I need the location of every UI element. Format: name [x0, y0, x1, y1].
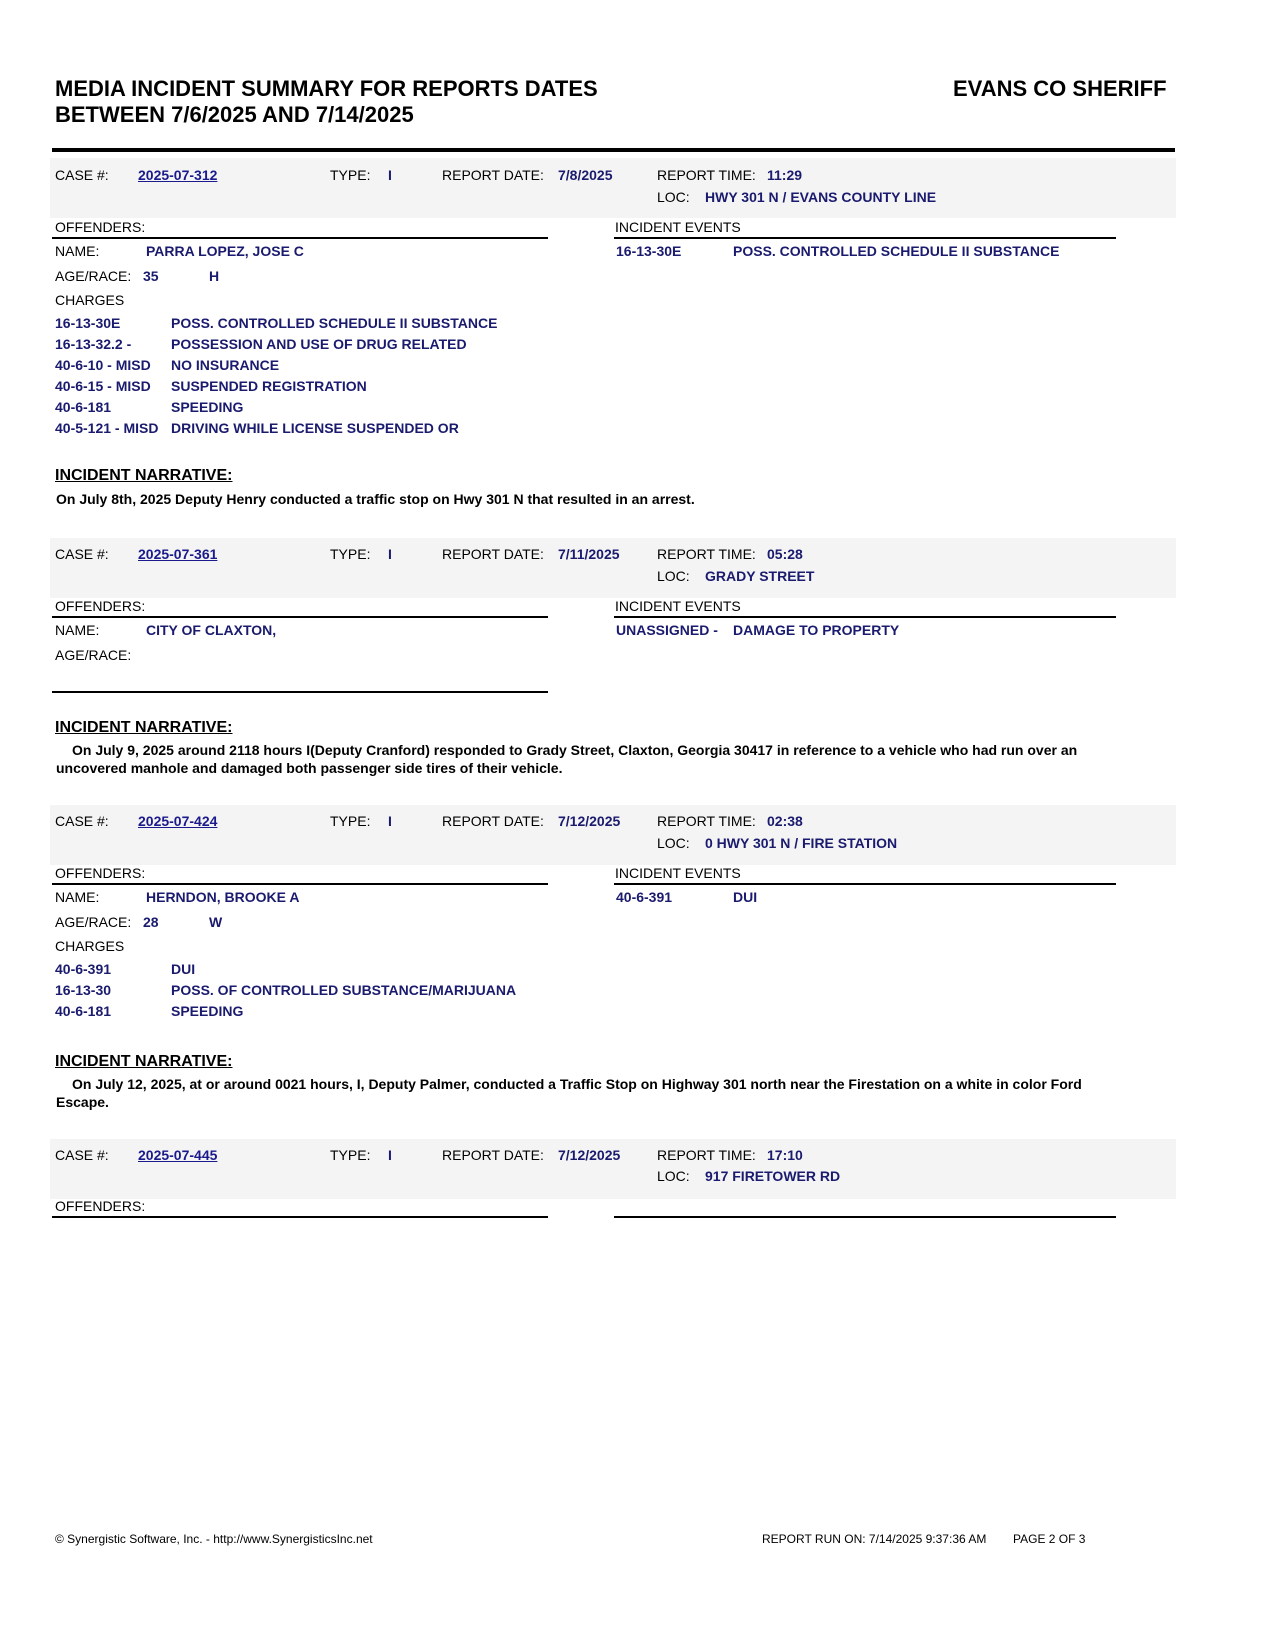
case-header-band: [50, 158, 1176, 218]
report-title-line1: MEDIA INCIDENT SUMMARY FOR REPORTS DATES: [55, 76, 598, 101]
charge-description: POSS. OF CONTROLLED SUBSTANCE/MARIJUANA: [171, 982, 517, 998]
type-label: TYPE:: [330, 167, 371, 183]
loc-label: LOC:: [657, 835, 690, 851]
report-time-label: REPORT TIME:: [657, 1147, 756, 1163]
report-time-value: 17:10: [767, 1147, 803, 1163]
age-race-label: AGE/RACE:: [55, 647, 132, 663]
report-date-label: REPORT DATE:: [442, 813, 544, 829]
charge-description: POSS. CONTROLLED SCHEDULE II SUBSTANCE: [171, 315, 498, 331]
loc-label: LOC:: [657, 1168, 690, 1184]
event-code: UNASSIGNED -: [616, 622, 718, 638]
offenders-rule: [52, 616, 548, 618]
report-time-label: REPORT TIME:: [657, 813, 756, 829]
charge-code: 40-6-181: [55, 399, 112, 415]
name-label: NAME:: [55, 889, 100, 905]
incident-events-label: INCIDENT EVENTS: [615, 598, 741, 614]
offender-end-rule: [52, 691, 548, 693]
incident-events-label: INCIDENT EVENTS: [615, 219, 741, 235]
footer-report-run: REPORT RUN ON: 7/14/2025 9:37:36 AM: [762, 1532, 987, 1546]
case-number-link[interactable]: 2025-07-312: [138, 167, 218, 183]
offender-race: W: [209, 914, 223, 930]
charges-label: CHARGES: [55, 292, 125, 308]
events-rule: [614, 883, 1116, 885]
type-value: I: [388, 813, 392, 829]
report-date-label: REPORT DATE:: [442, 546, 544, 562]
charge-code: 40-6-15 - MISD: [55, 378, 151, 394]
events-rule: [614, 1216, 1116, 1218]
offender-age: 28: [143, 914, 159, 930]
charge-code: 16-13-32.2 -: [55, 336, 132, 352]
case-label: CASE #:: [55, 546, 109, 562]
charges-label: CHARGES: [55, 938, 125, 954]
case-label: CASE #:: [55, 167, 109, 183]
header-divider: [52, 148, 1175, 152]
agency-name: EVANS CO SHERIFF: [953, 76, 1167, 101]
offender-age: 35: [143, 268, 159, 284]
loc-value: 0 HWY 301 N / FIRE STATION: [705, 835, 898, 851]
offenders-label: OFFENDERS:: [55, 219, 146, 235]
charge-description: POSSESSION AND USE OF DRUG RELATED: [171, 336, 467, 352]
name-label: NAME:: [55, 243, 100, 259]
age-race-label: AGE/RACE:: [55, 268, 132, 284]
report-date-label: REPORT DATE:: [442, 1147, 544, 1163]
case-number-link[interactable]: 2025-07-424: [138, 813, 218, 829]
loc-value: 917 FIRETOWER RD: [705, 1168, 841, 1184]
report-time-label: REPORT TIME:: [657, 546, 756, 562]
report-date-value: 7/8/2025: [558, 167, 613, 183]
charge-code: 16-13-30E: [55, 315, 121, 331]
loc-label: LOC:: [657, 189, 690, 205]
type-label: TYPE:: [330, 1147, 371, 1163]
event-description: POSS. CONTROLLED SCHEDULE II SUBSTANCE: [733, 243, 1060, 259]
charge-code: 40-6-391: [55, 961, 112, 977]
type-label: TYPE:: [330, 546, 371, 562]
narrative-heading: INCIDENT NARRATIVE:: [55, 467, 233, 484]
narrative-text: On July 8th, 2025 Deputy Henry conducted a traffic stop on Hwy 301 N that resulted in an arrest.: [56, 491, 695, 507]
footer-copyright: © Synergistic Software, Inc. - http://www.SynergisticsInc.net: [55, 1532, 373, 1546]
offender-race: H: [209, 268, 220, 284]
narrative-text: On July 9, 2025 around 2118 hours I(Deputy Cranford) responded to Grady Street, Claxton, Georgia 30417 in reference to a vehicle who had run over an uncovered manhole and damaged both passenger side tires of their vehicle.: [56, 742, 1078, 776]
report-time-label: REPORT TIME:: [657, 167, 756, 183]
event-code: 40-6-391: [616, 889, 673, 905]
offenders-label: OFFENDERS:: [55, 865, 146, 881]
report-time-value: 02:38: [767, 813, 803, 829]
case-number-link[interactable]: 2025-07-361: [138, 546, 218, 562]
offender-name: CITY OF CLAXTON,: [146, 622, 277, 638]
offenders-label: OFFENDERS:: [55, 1198, 146, 1214]
charge-description: DUI: [171, 961, 196, 977]
charge-description: DRIVING WHILE LICENSE SUSPENDED OR: [171, 420, 459, 436]
offenders-rule: [52, 1216, 548, 1218]
charge-description: NO INSURANCE: [171, 357, 280, 373]
event-description: DUI: [733, 889, 758, 905]
report-time-value: 11:29: [767, 167, 803, 183]
charge-description: SPEEDING: [171, 1003, 244, 1019]
report-time-value: 05:28: [767, 546, 803, 562]
offenders-rule: [52, 237, 548, 239]
report-date-value: 7/12/2025: [558, 1147, 621, 1163]
offender-name: PARRA LOPEZ, JOSE C: [146, 243, 304, 259]
report-date-value: 7/11/2025: [558, 546, 620, 562]
case-label: CASE #:: [55, 1147, 109, 1163]
loc-value: HWY 301 N / EVANS COUNTY LINE: [705, 189, 937, 205]
offenders-rule: [52, 883, 548, 885]
charge-code: 16-13-30: [55, 982, 112, 998]
type-value: I: [388, 546, 392, 562]
offenders-label: OFFENDERS:: [55, 598, 146, 614]
footer-page-number: PAGE 2 OF 3: [1013, 1532, 1086, 1546]
events-rule: [614, 616, 1116, 618]
type-label: TYPE:: [330, 813, 371, 829]
charge-code: 40-6-181: [55, 1003, 112, 1019]
event-description: DAMAGE TO PROPERTY: [733, 622, 900, 638]
report-title-line2: BETWEEN 7/6/2025 AND 7/14/2025: [55, 102, 414, 127]
narrative-heading: INCIDENT NARRATIVE:: [55, 1053, 233, 1070]
charge-description: SPEEDING: [171, 399, 244, 415]
charge-description: SUSPENDED REGISTRATION: [171, 378, 367, 394]
report-date-value: 7/12/2025: [558, 813, 621, 829]
charge-code: 40-6-10 - MISD: [55, 357, 151, 373]
incident-events-label: INCIDENT EVENTS: [615, 865, 741, 881]
charge-code: 40-5-121 - MISD: [55, 420, 159, 436]
narrative-heading: INCIDENT NARRATIVE:: [55, 719, 233, 736]
event-code: 16-13-30E: [616, 243, 682, 259]
events-rule: [614, 237, 1116, 239]
loc-value: GRADY STREET: [705, 568, 815, 584]
loc-label: LOC:: [657, 568, 690, 584]
type-value: I: [388, 1147, 392, 1163]
narrative-text: On July 12, 2025, at or around 0021 hours, I, Deputy Palmer, conducted a Traffic Stop on Highway 301 north near the Firestation on a white in color Ford Escape.: [56, 1076, 1082, 1110]
report-title: [55, 76, 598, 128]
offender-name: HERNDON, BROOKE A: [146, 889, 300, 905]
case-label: CASE #:: [55, 813, 109, 829]
name-label: NAME:: [55, 622, 100, 638]
type-value: I: [388, 167, 392, 183]
report-date-label: REPORT DATE:: [442, 167, 544, 183]
case-number-link[interactable]: 2025-07-445: [138, 1147, 218, 1163]
age-race-label: AGE/RACE:: [55, 914, 132, 930]
